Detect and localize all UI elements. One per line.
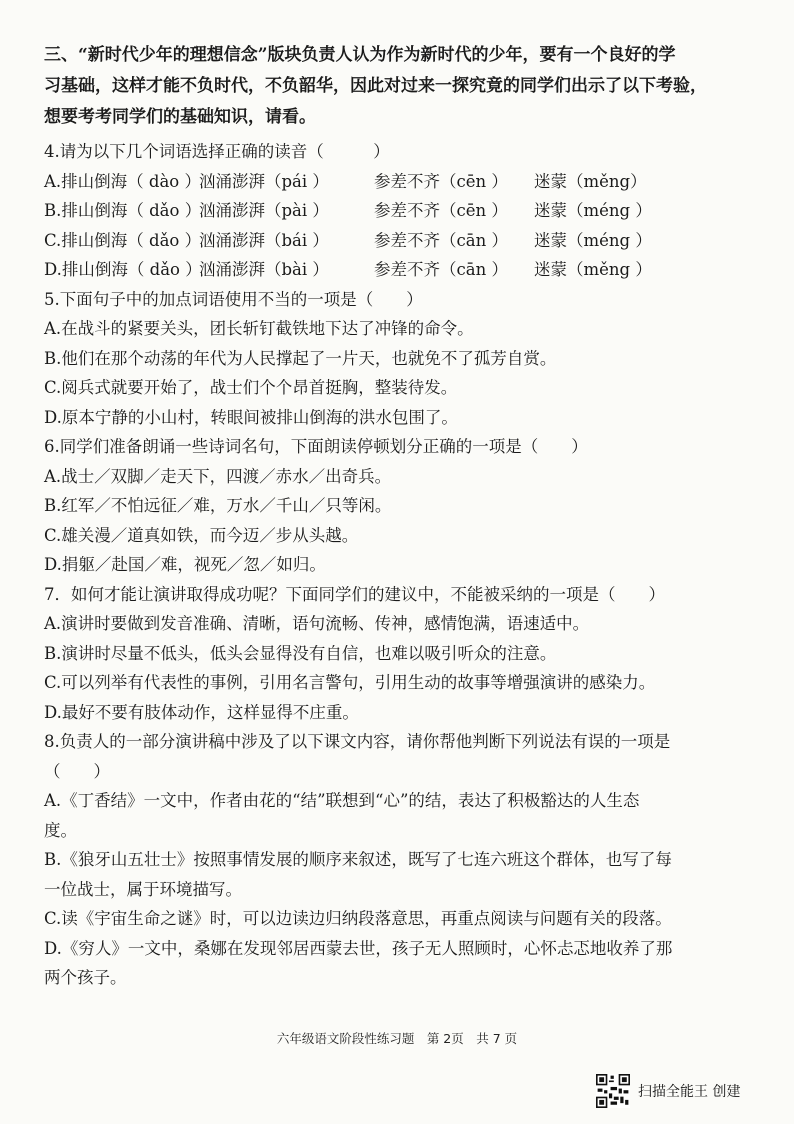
option-word: 迷蒙（měng）	[534, 171, 647, 191]
option-word: 参差不齐（cēn ）	[374, 171, 508, 191]
option-word: 参差不齐（cēn ）	[374, 201, 508, 220]
option-d-cont: 两个孩子。	[44, 968, 127, 987]
question-8	[44, 727, 764, 993]
section-intro-line: 习基础，这样才能不负时代，不负韶华，因此对过来一探究竟的同学们出示了以下考验，	[44, 76, 707, 96]
option-c: C.阅兵式就要开始了，战士们个个昂首挺胸，整装待发。	[44, 378, 458, 397]
section-3-intro	[44, 40, 764, 133]
question-stem: 8.负责人的一部分演讲稿中涉及了以下课文内容，请你帮他判断下列说法有误的一项是	[44, 732, 671, 751]
scanner-watermark	[596, 1074, 740, 1108]
option-c: C.雄关漫／道真如铁，而今迈／步从头越。	[44, 525, 359, 545]
page-footer: 六年级语文阶段性练习题 第 2页 共 7 页	[276, 1031, 518, 1046]
qr-code-icon	[596, 1074, 630, 1108]
option-c	[44, 226, 764, 256]
option-a: A.战士／双脚／走天下，四渡／赤水／出奇兵。	[44, 466, 392, 486]
option-c: C.读《宇宙生命之谜》时，可以边读边归纳段落意思，再重点阅读与问题有关的段落。	[44, 909, 672, 928]
option-b: B.《狼牙山五壮士》按照事情发展的顺序来叙述，既写了七连六班这个群体，也写了每	[44, 850, 672, 869]
question-6	[44, 432, 764, 580]
page-content	[44, 40, 764, 993]
option-word: D.排山倒海（ dǎo ）	[44, 260, 202, 279]
option-word: A.排山倒海（ dào ）	[44, 171, 201, 191]
option-d: D.《穷人》一文中，桑娜在发现邻居西蒙去世，孩子无人照顾时，心怀忐忑地收养了那	[44, 938, 673, 958]
question-stem: 4.请为以下几个词语选择正确的读音（ ）	[44, 142, 390, 161]
question-7	[44, 580, 764, 728]
section-intro-line: 想要考考同学们的基础知识，请看。	[44, 107, 316, 127]
question-4	[44, 137, 764, 285]
option-b: B.红军／不怕远征／难，万水／千山／只等闲。	[44, 496, 392, 515]
option-word: B.排山倒海（ dǎo ）	[44, 201, 202, 220]
option-d: D.原本宁静的小山村，转眼间被排山倒海的洪水包围了。	[44, 407, 458, 427]
option-b-cont: 一位战士，属于环境描写。	[44, 879, 242, 899]
option-word: 迷蒙（méng ）	[534, 230, 652, 250]
option-word: 汹涌澎湃（pái ）	[199, 171, 329, 191]
section-intro-line: 三、“新时代少年的理想信念”版块负责人认为作为新时代的少年，要有一个良好的学	[44, 45, 676, 65]
answer-blank: （ ）	[44, 761, 110, 781]
option-word: 参差不齐（cān ）	[374, 260, 508, 279]
option-word: 汹涌澎湃（bài ）	[199, 260, 329, 279]
option-word: 参差不齐（cān ）	[374, 230, 508, 250]
option-a: A.演讲时要做到发音准确、清晰，语句流畅、传神，感情饱满，语速适中。	[44, 614, 590, 633]
option-word: 汹涌澎湃（bái ）	[199, 230, 329, 250]
scanner-brand-label: 扫描全能王 创建	[638, 1084, 741, 1100]
option-a: A.《丁香结》一文中，作者由花的“结”联想到“心”的结，表达了积极豁达的人生态	[44, 791, 640, 810]
option-a-cont: 度。	[44, 820, 77, 840]
option-a	[44, 167, 764, 197]
option-word: 迷蒙（méng ）	[534, 201, 652, 220]
option-b: B.演讲时尽量不低头，低头会显得没有自信，也难以吸引听众的注意。	[44, 643, 557, 663]
option-d: D.最好不要有肢体动作，这样显得不庄重。	[44, 702, 359, 722]
option-d	[44, 255, 764, 285]
option-b	[44, 196, 764, 226]
question-stem: 7．如何才能让演讲取得成功呢？下面同学们的建议中，不能被采纳的一项是（ ）	[44, 584, 665, 604]
option-word: 迷蒙（měng ）	[534, 260, 652, 279]
option-c: C.可以列举有代表性的事例，引用名言警句，引用生动的故事等增强演讲的感染力。	[44, 673, 656, 692]
question-5	[44, 285, 764, 433]
option-d: D.捐躯／赴国／难，视死／忽／如归。	[44, 555, 326, 574]
question-stem: 6.同学们准备朗诵一些诗词名句，下面朗读停顿划分正确的一项是（ ）	[44, 437, 588, 456]
option-word: C.排山倒海（ dǎo ）	[44, 230, 202, 250]
option-b: B.他们在那个动荡的年代为人民撑起了一片天，也就免不了孤芳自赏。	[44, 348, 557, 368]
question-stem: 5.下面句子中的加点词语使用不当的一项是（ ）	[44, 289, 423, 309]
option-word: 汹涌澎湃（pài ）	[199, 201, 329, 220]
option-a: A.在战斗的紧要关头，团长斩钉截铁地下达了冲锋的命令。	[44, 319, 474, 338]
